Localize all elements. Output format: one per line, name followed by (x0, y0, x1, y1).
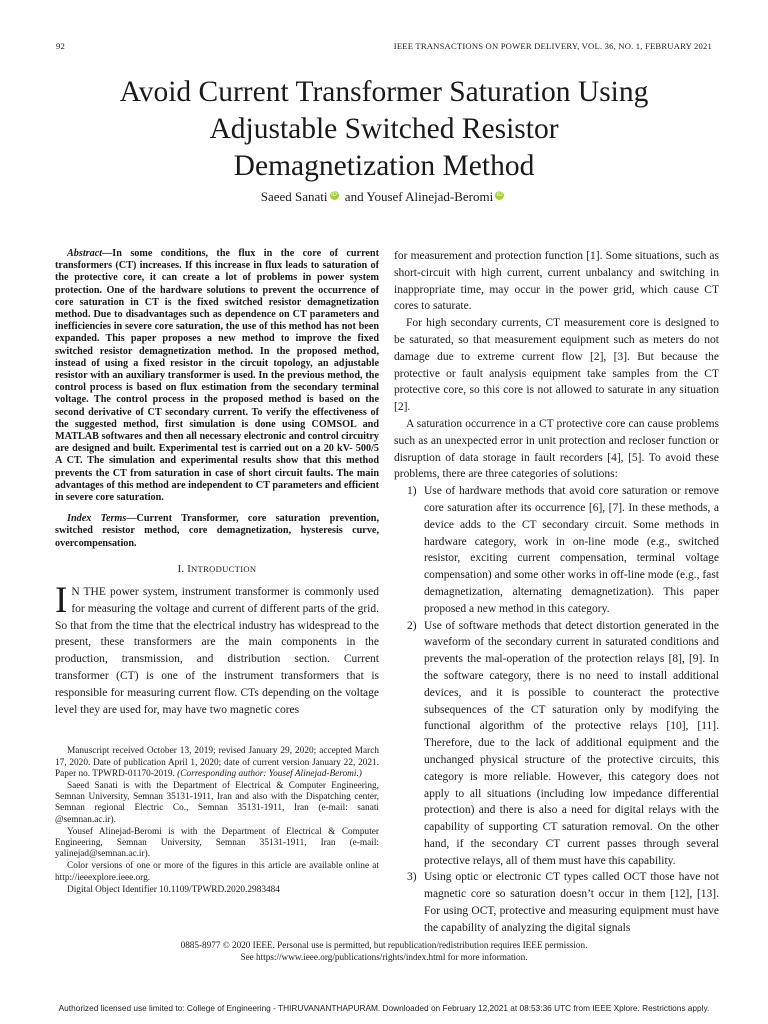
corresponding-author: (Corresponding author: Yousef Alinejad-Beromi.) (177, 768, 362, 779)
solutions-list (394, 483, 719, 937)
section-title-initial: I (187, 563, 192, 575)
abstract (55, 248, 379, 504)
journal-header: IEEE TRANSACTIONS ON POWER DELIVERY, VOL. 36, NO. 1, FEBRUARY 2021 (393, 41, 712, 51)
author-1-name: Saeed Sanati (260, 189, 328, 204)
index-terms-label: Index Terms (67, 513, 127, 525)
paragraph-1: for measurement and protection function [1]. Some situations, such as short-circuit with high current, current unbalancy and switching in inappropriate time, may occur in the power grid, which cause CT cores to saturate. (394, 250, 719, 313)
paragraph-2: For high secondary currents, CT measurement core is designed to be saturated, so that measurement equipment such as meters do not damage due to extreme current flow [2], [3]. But because the protective or fault analysis equipment take samples from the CT protective core, so this core is not allowed to saturate in any situation [2]. (394, 317, 719, 414)
footnote-color-versions: Color versions of one or more of the figures in this article are available online at http://ieeexplore.ieee.org. (55, 861, 379, 883)
list-item (394, 618, 719, 870)
list-item (394, 869, 719, 936)
copyright-line-1: 0885-8977 © 2020 IEEE. Personal use is permitted, but republication/redistribution requires IEEE permission. (180, 940, 588, 950)
page-number: 92 (56, 41, 65, 51)
section-heading-introduction (55, 563, 379, 576)
footnote-author-1: Saeed Sanati is with the Department of Electrical & Computer Engineering, Semnan University, Semnan 35131-1911, Iran and also with the Dispatching center, Semnan regional Electric Co., Semnan 35131-1911, Iran (e-mail: sanati @semnan.ac.ir). (55, 781, 379, 825)
footnote-doi: Digital Object Identifier 10.1109/TPWRD.2020.2983484 (67, 884, 280, 895)
paper-title (60, 74, 708, 185)
abstract-text: —In some conditions, the flux in the core of current transformers (CT) increases. If this increase in flux leads to saturation of the protective core, it can create a lot of problems in power system protection. One of the hardware solutions to prevent the occurrence of core saturation in CT is the fixed switched resistor demagnetization method. Due to disadvantages such as dependence on CT parameters and inefficiencies in severe core saturation, the use of this method has not been expanded. This paper proposes a new method to improve the fixed switched resistor demagnetization method. In the proposed method, instead of using a fixed resistor in the circuit topology, an adjustable resistor with an auxiliary transformer is used. In the previous method, the control process is based on flux estimation from the secondary terminal voltage. The control process in the proposed method is based on the second derivative of CT secondary current. To verify the effectiveness of the suggested method, first simulation is done using COMSOL and MATLAB softwares and then all necessary electronic and control circuitry are designed and built. Experimental test is carried out on a 20 kV- 500/5 A CT. The simulation and experimental results show that this method prevents the CT from saturation in case of short circuit faults. The main advantages of this method are independent to CT parameters and efficient in severe core saturation. (55, 248, 379, 504)
authorized-use-notice: Authorized licensed use limited to: College of Engineering - THIRUVANANTHAPURAM. Downloaded on February 12,2021 at 08:53:36 UTC from IEEE Xplore. Restrictions apply. (58, 1003, 710, 1013)
left-column (55, 248, 379, 897)
list-number: 3) (407, 871, 417, 884)
section-title-rest: NTRODUCTION (191, 563, 257, 574)
right-column (394, 248, 719, 937)
title-line-1: Avoid Current Transformer Saturation Using (119, 76, 649, 108)
section-numeral: I. (177, 563, 185, 575)
intro-paragraph (55, 580, 379, 718)
list-number: 1) (407, 485, 417, 498)
drop-cap: I (55, 580, 68, 622)
footnote-author-2: Yousef Alinejad-Beromi is with the Department of Electrical & Computer Engineering, Semnan University, Semnan 35131-1911, Iran (e-mail: yalinejad@semnan.ac.ir). (55, 826, 379, 860)
orcid-icon[interactable]: iD (331, 192, 337, 198)
author-connector: and (344, 189, 364, 204)
footnotes (55, 746, 379, 896)
title-line-3: Demagnetization Method (233, 150, 535, 182)
copyright-line-2: See https://www.ieee.org/publications/rights/index.html for more information. (240, 951, 528, 962)
paragraph-3: A saturation occurrence in a CT protective core can cause problems such as an unexpected error in unit protection and recloser function or disruption of data storage in fault recorders [4], [5]. To avoid these problems, there are three categories of solutions: (394, 417, 719, 481)
abstract-label: Abstract (67, 248, 103, 259)
orcid-icon[interactable]: iD (496, 192, 503, 198)
list-text: Use of software methods that detect distortion generated in the waveform of the secondary current in saturated conditions and prevents the mal-operation of the protection relays [8], [9]. In the software category, there is no need to install additional devices, and it is possible to counteract the protective subsequences of the CT saturation only by modifying the functional algorithm of the protective relays [10], [11]. Therefore, due to the lack of additional equipment and the unchanged physical structure of the protective circuits, this category is more reliable. However, this category does not apply to all situations (including low impedance differential protection) and there is also a need for digital relays with the capability of supporting CT saturation removal. On the other hand, if the secondary CT current passes through several protective relays, all of them must have this capability. (424, 619, 719, 867)
list-number: 2) (407, 619, 417, 632)
copyright-notice (0, 940, 768, 963)
author-2-name: Yousef Alinejad-Beromi (366, 189, 494, 204)
index-terms-text: —Current Transformer, core saturation prevention, switched resistor method, core demagnetization, hysteresis curve, overcompensation. (55, 513, 379, 549)
title-line-2: Adjustable Switched Resistor (209, 113, 559, 145)
index-terms (55, 513, 379, 550)
footnote-manuscript: Manuscript received October 13, 2019; revised January 29, 2020; accepted March 17, 2020. Date of publication April 1, 2020; date of current version January 22, 2021. Paper no. TPWRD-01170-2019. (Corresponding author: Yousef Alinejad-Beromi.) (55, 746, 379, 779)
list-text: Use of hardware methods that avoid core saturation or remove core saturation after its occurrence [6], [7]. In these methods, a device adds to the CT secondary circuit. Some methods in hardware category, work in on-line mode (e.g., switched resistor, exciting current compensation, terminal voltage compensation) and some other works in off-line mode (e.g., fast demagnetization, alternating demagnetization). This paper proposed a new method in this category. (424, 485, 719, 615)
intro-text: N THE power system, instrument transformer is commonly used for measuring the voltage and current of different parts of the grid. So that from the time that the electrical industry has widespread to the present, these transformers are the main components in the production, transmission, and distribution section. Current transformer (CT) is one of the instrument transformers that is responsible for measuring current flow. CTs depending on the voltage level they are used for, may have two magnetic cores (55, 586, 379, 716)
author-line (0, 189, 768, 205)
list-text: Using optic or electronic CT types called OCT those have not magnetic core so saturation doesn’t occur in them [12], [13]. For using OCT, protective and measuring equipment must have the capability of analyzing the digital signals (424, 871, 719, 934)
list-item (394, 483, 719, 617)
